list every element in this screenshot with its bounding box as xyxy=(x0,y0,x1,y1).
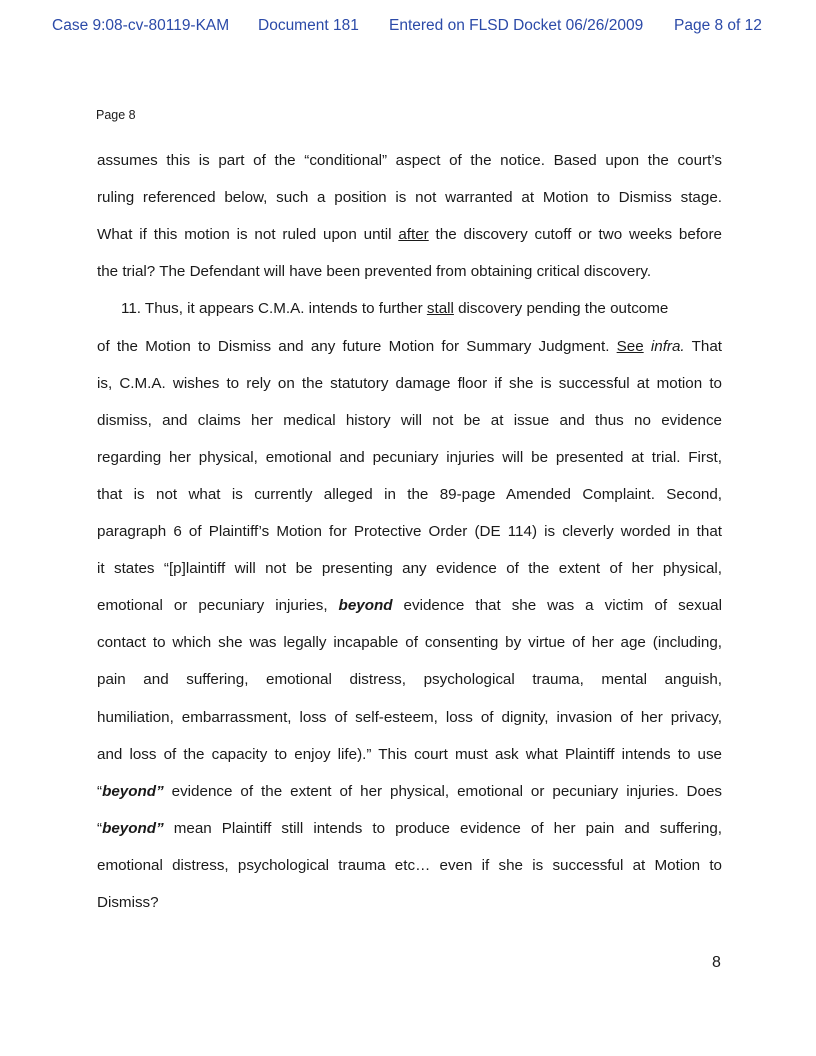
body-line xyxy=(121,300,668,317)
body-line xyxy=(97,189,722,206)
body-line xyxy=(97,746,722,763)
body-line xyxy=(97,449,722,466)
body-line xyxy=(97,338,722,355)
body-line xyxy=(97,894,159,911)
body-line-text: it states “[p]laintiff will not be presenting any evidence of the extent of her physical, xyxy=(97,560,722,578)
body-line-text: Dismiss? xyxy=(97,894,159,911)
body-line xyxy=(97,597,722,614)
body-line-text: humiliation, embarrassment, loss of self-esteem, loss of dignity, invasion of her privacy, xyxy=(97,708,722,726)
body-line-italic: infra. xyxy=(643,337,685,355)
body-line-text: What if this motion is not ruled upon until xyxy=(97,226,399,244)
body-line-underlined: See xyxy=(616,337,644,355)
body-line-text: “ xyxy=(97,819,103,837)
body-line xyxy=(97,820,722,837)
body-line xyxy=(97,560,722,577)
body-line-text: discovery pending the outcome xyxy=(453,300,669,318)
body-line xyxy=(97,709,722,726)
body-line-underlined: after xyxy=(398,226,429,244)
body-line-text: paragraph 6 of Plaintiff’s Motion for Protective Order (DE 114) is cleverly worded in that xyxy=(97,523,722,540)
body-line xyxy=(97,523,722,540)
header-page-count: Page 8 of 12 xyxy=(674,17,762,34)
body-line-text: emotional or pecuniary injuries, xyxy=(97,597,339,615)
body-line-text: and loss of the capacity to enjoy life).” This court must ask what Plaintiff intends to use xyxy=(97,745,722,763)
body-line xyxy=(97,634,722,651)
body-line-emphasis: beyond” xyxy=(102,819,164,837)
body-line-text: “ xyxy=(97,782,103,800)
body-line-text: the discovery cutoff or two weeks before xyxy=(428,226,722,244)
body-line-text: that is not what is currently alleged in the 89-page Amended Complaint. Second, xyxy=(97,485,722,503)
page-label: Page 8 xyxy=(96,108,136,122)
body-line xyxy=(97,263,651,280)
body-line-text: ruling referenced below, such a position is not warranted at Motion to Dismiss stage. xyxy=(97,189,722,207)
case-number: Case 9:08-cv-80119-KAM xyxy=(52,17,230,34)
body-line-underlined: stall xyxy=(426,300,454,318)
body-line xyxy=(97,486,722,503)
body-line-text: 11. Thus, it appears C.M.A. intends to further xyxy=(121,300,427,318)
body-line-text: evidence that she was a victim of sexual xyxy=(392,597,723,615)
document-number: Document 181 xyxy=(258,17,359,34)
body-line xyxy=(97,783,722,800)
body-line-text: is, C.M.A. wishes to rely on the statutory damage floor if she is successful at motion to xyxy=(97,374,722,392)
body-line-text: emotional distress, psychological trauma etc… even if she is successful at Motion to xyxy=(97,856,722,874)
body-line-text: evidence of the extent of her physical, emotional or pecuniary injuries. Does xyxy=(163,782,722,800)
body-line xyxy=(97,375,722,392)
body-line xyxy=(97,857,722,874)
body-line xyxy=(97,671,722,688)
body-line-emphasis: beyond xyxy=(338,597,393,615)
body-line xyxy=(97,412,722,429)
footer-page-number: 8 xyxy=(712,954,721,971)
body-line-text: assumes this is part of the “conditional” aspect of the notice. Based upon the court’s xyxy=(97,152,722,169)
docket-entry-date: Entered on FLSD Docket 06/26/2009 xyxy=(389,17,644,34)
body-line-text: That xyxy=(684,337,722,355)
body-line-text: mean Plaintiff still intends to produce evidence of her pain and suffering, xyxy=(163,819,722,837)
body-line xyxy=(97,226,722,243)
body-line-text: the trial? The Defendant will have been prevented from obtaining critical discovery. xyxy=(97,263,652,281)
body-line xyxy=(97,152,722,169)
body-line-text: dismiss, and claims her medical history will not be at issue and thus no evidence xyxy=(97,411,722,429)
body-line-text: pain and suffering, emotional distress, psychological trauma, mental anguish, xyxy=(97,671,722,689)
body-line-text: regarding her physical, emotional and pecuniary injuries will be presented at trial. First, xyxy=(97,448,722,466)
body-line-text: of the Motion to Dismiss and any future Motion for Summary Judgment. xyxy=(97,337,617,355)
body-line-emphasis: beyond” xyxy=(102,782,164,800)
body-line-text: contact to which she was legally incapable of consenting by virtue of her age (including, xyxy=(97,634,722,652)
docket-header xyxy=(0,17,816,39)
